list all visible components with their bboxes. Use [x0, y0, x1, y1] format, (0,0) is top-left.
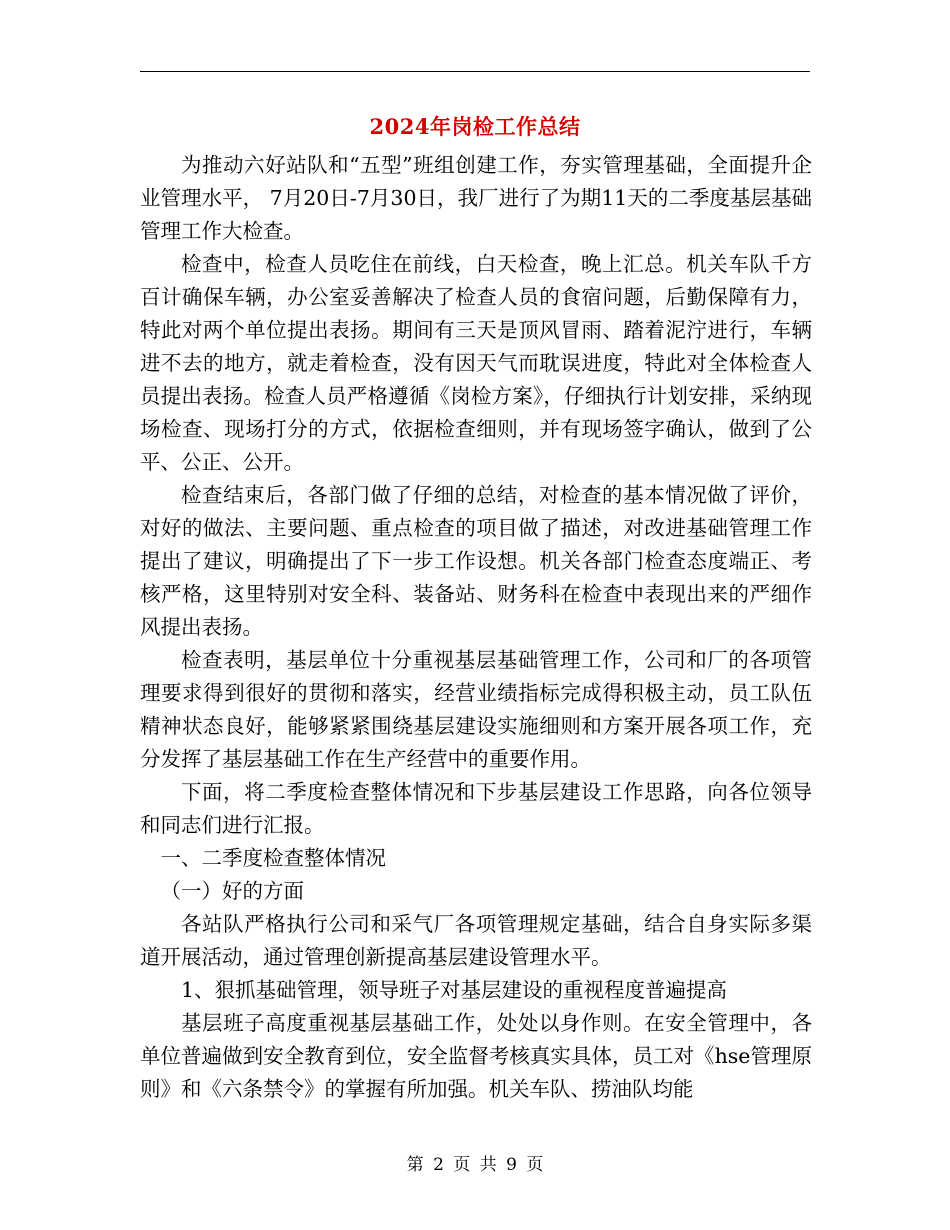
document-title: 2024年岗检工作总结	[369, 114, 581, 139]
document-body	[140, 149, 812, 1106]
section-heading-1: 一、二季度检查整体情况	[160, 846, 386, 870]
subsection-heading-1: （一）好的方面	[160, 879, 304, 903]
paragraph-inspection-findings: 检查表明，基层单位十分重视基层基础管理工作，公司和厂的各项管理要求得到很好的贯彻和落实，经营业绩指标完成得积极主动，员工队伍精神状态良好，能够紧紧围绕基层建设实施细则和方案开展各项工作，充分发挥了基层基础工作在生产经营中的重要作用。	[140, 648, 812, 771]
paragraph-leadership: 基层班子高度重视基层基础工作，处处以身作则。在安全管理中，各单位普遍做到安全教育到位，安全监督考核真实具体，员工对《hse管理原则》和《六条禁令》的掌握有所加强。机关车队、捞油队均能	[140, 1011, 812, 1101]
paragraph-good-aspects: 各站队严格执行公司和采气厂各项管理规定基础，结合自身实际多渠道开展活动，通过管理创新提高基层建设管理水平。	[140, 912, 812, 969]
header-rule	[140, 71, 810, 72]
paragraph-inspection-process: 检查中，检查人员吃住在前线，白天检查，晚上汇总。机关车队千方百计确保车辆，办公室妥善解决了检查人员的食宿问题，后勤保障有力，特此对两个单位提出表扬。期间有三天是顶风冒雨、踏着泥泞进行，车辆进不去的地方，就走着检查，没有因天气而耽误进度，特此对全体检查人员提出表扬。检查人员严格遵循《岗检方案》，仔细执行计划安排，采纳现场检查、现场打分的方式，依据检查细则，并有现场签字确认，做到了公平、公正、公开。	[140, 252, 812, 474]
item-heading-1: 1、狠抓基础管理，领导班子对基层建设的重视程度普遍提高	[181, 978, 728, 1002]
paragraph-inspection-summary: 检查结束后，各部门做了仔细的总结，对检查的基本情况做了评价，对好的做法、主要问题、重点检查的项目做了描述，对改进基础管理工作提出了建议，明确提出了下一步工作设想。机关各部门检查态度端正、考核严格，这里特别对安全科、装备站、财务科在检查中表现出来的严细作风提出表扬。	[140, 483, 812, 639]
page-number-footer: 第 2 页 共 9 页	[406, 1155, 544, 1175]
paragraph-report-intro: 下面，将二季度检查整体情况和下步基层建设工作思路，向各位领导和同志们进行汇报。	[140, 780, 812, 837]
paragraph-intro: 为推动六好站队和“五型”班组创建工作，夯实管理基础，全面提升企业管理水平， 7月20日-7月30日，我厂进行了为期11天的二季度基层基础管理工作大检查。	[140, 153, 812, 243]
